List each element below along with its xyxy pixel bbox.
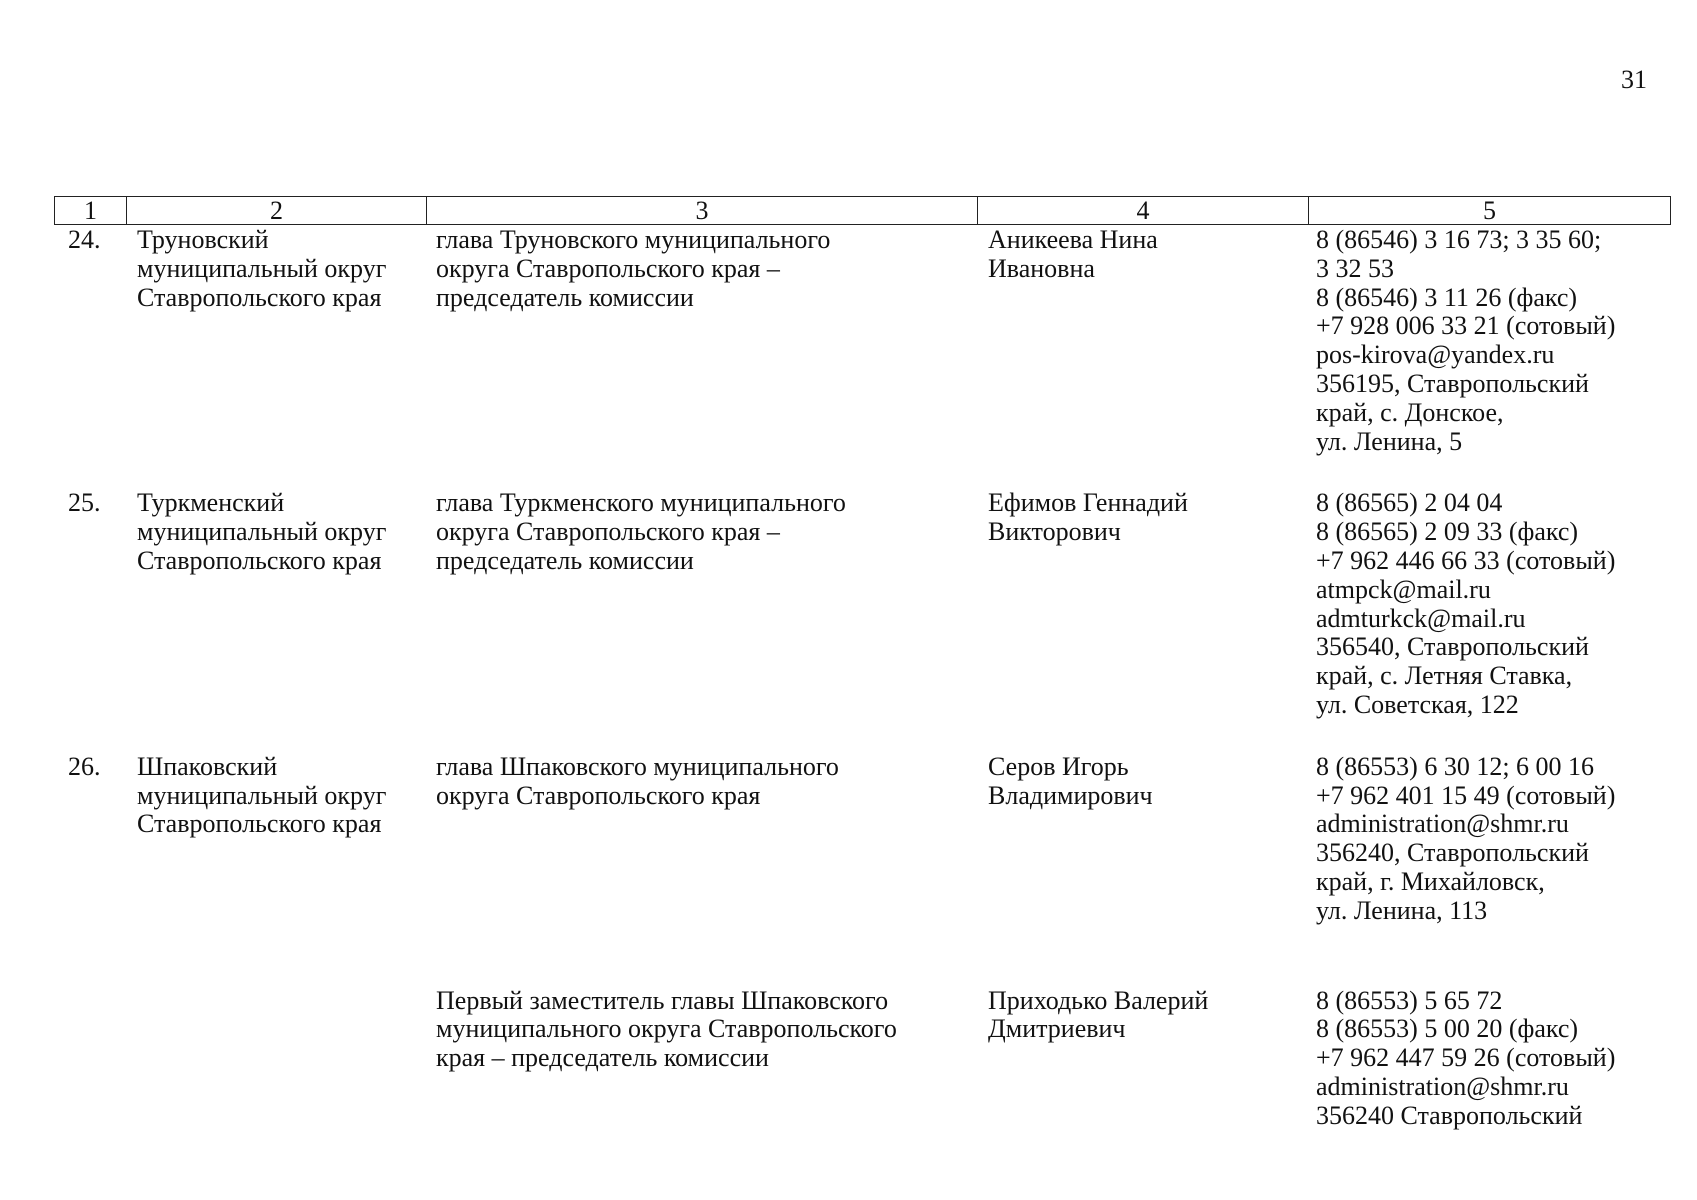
municipality-cell [125, 987, 424, 1131]
position-cell: Первый заместитель главы Шпаковского муниципального округа Ставропольского края – председатель комиссии [436, 985, 897, 1073]
contacts-cell: 8 (86553) 6 30 12; 6 00 16 +7 962 401 15 49 (сотовый) administration@shmr.ru 356240, Ставропольский край, г. Михайловск, ул. Ленина, 113 [1316, 751, 1616, 925]
position-cell: глава Труновского муниципального округа Ставропольского края – председатель комиссии [436, 225, 831, 312]
table-row [54, 226, 1665, 456]
person-name-cell: Серов Игорь Владимирович [988, 751, 1153, 810]
table-row [54, 753, 1665, 926]
header-col-5: 5 [1309, 197, 1671, 225]
municipality-cell: Туркменский муниципальный округ Ставропольского края [137, 488, 387, 575]
header-col-1: 1 [55, 197, 127, 225]
header-col-3: 3 [427, 197, 978, 225]
contacts-cell: 8 (86565) 2 04 04 8 (86565) 2 09 33 (факс) +7 962 446 66 33 (сотовый) atmpck@mail.ru admturkck@mail.ru 356540, Ставропольский край, с. Летняя Ставка, ул. Советская, 122 [1316, 488, 1616, 719]
commission-table-body [54, 226, 1665, 1131]
person-name-cell: Ефимов Геннадий Викторович [988, 488, 1188, 547]
contacts-cell: 8 (86546) 3 16 73; 3 35 60; 3 32 53 8 (86546) 3 11 26 (факс) +7 928 006 33 21 (сотовый) pos-kirova@yandex.ru 356195, Ставропольский край, с. Донское, ул. Ленина, 5 [1316, 225, 1616, 456]
municipality-cell: Труновский муниципальный округ Ставропольского края [137, 225, 387, 312]
position-cell: глава Туркменского муниципального округа Ставропольского края – председатель комиссии [436, 488, 846, 575]
table-row [54, 489, 1665, 719]
contacts-cell: 8 (86553) 5 65 72 8 (86553) 5 00 20 (факс) +7 962 447 59 26 (сотовый) administration@shmr.ru 356240 Ставропольский [1316, 985, 1616, 1130]
person-name-cell: Приходько Валерий Дмитриевич [988, 985, 1209, 1044]
header-row [55, 197, 1671, 225]
row-number: 24. [68, 225, 101, 254]
page-number: 31 [1621, 65, 1647, 94]
row-number [54, 987, 125, 1131]
person-name-cell: Аникеева Нина Ивановна [988, 225, 1158, 283]
row-number: 26. [68, 751, 101, 781]
column-number-header [54, 196, 1671, 225]
table-row [54, 987, 1665, 1131]
municipality-cell: Шпаковский муниципальный округ Ставропольского края [137, 751, 387, 839]
header-col-4: 4 [978, 197, 1309, 225]
row-number: 25. [68, 488, 101, 518]
position-cell: глава Шпаковского муниципального округа Ставропольского края [436, 751, 839, 810]
header-col-2: 2 [127, 197, 427, 225]
